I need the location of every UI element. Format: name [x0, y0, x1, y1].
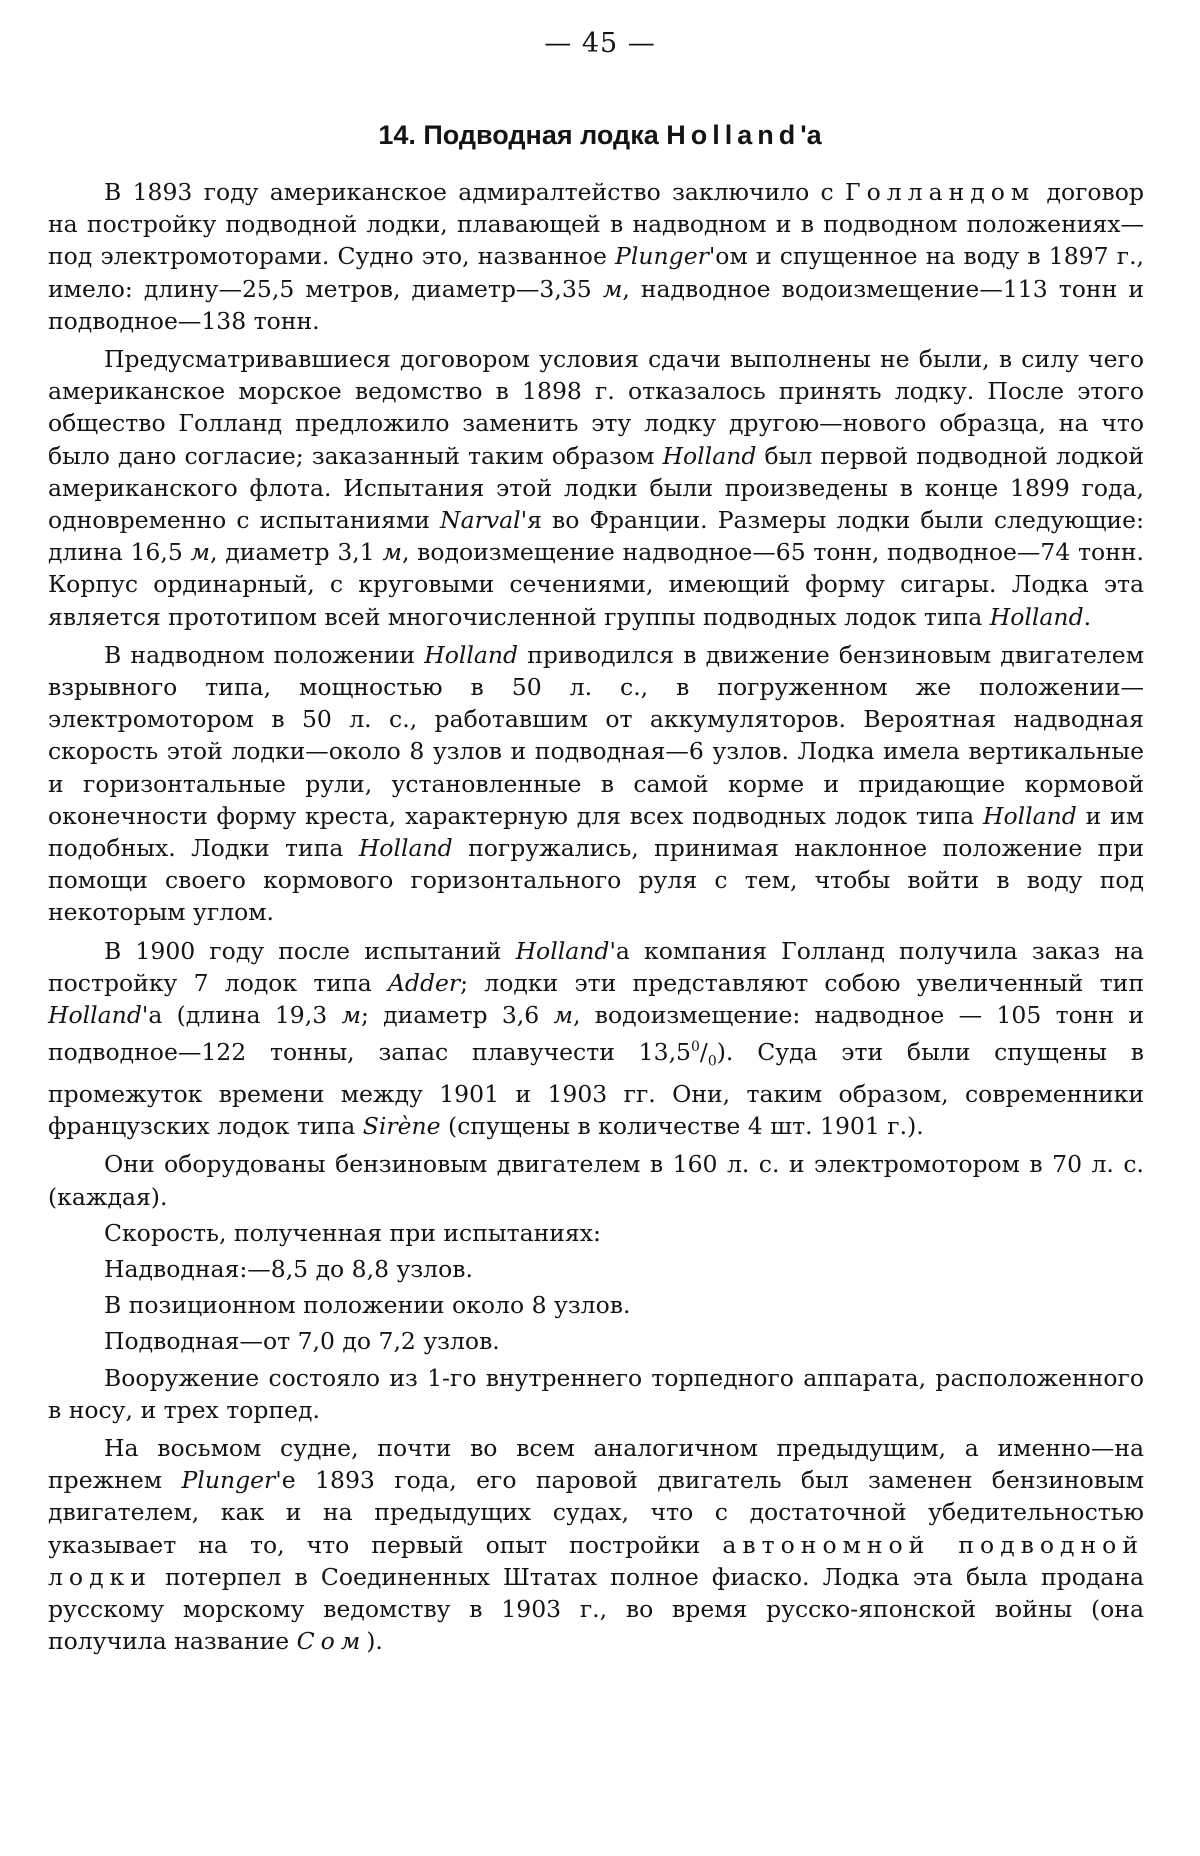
- emphasis-spaced: автономной подводной лодки: [48, 1530, 1144, 1591]
- text-run: .: [1083, 602, 1092, 631]
- paragraph-8: В позиционном положении около 8 узлов.: [104, 1291, 631, 1320]
- page-number: — 45 —: [544, 28, 656, 59]
- heading-prefix: 14. Подводная лодка: [378, 120, 667, 150]
- text-run: потерпел в Соединенных Штатах полное фиаско. Лодка эта была продана русскому морскому ведомству в 1903 г., во время русско-японской войны (она получила название: [48, 1562, 1144, 1656]
- paragraph-4: [48, 935, 1144, 1143]
- section-heading: [0, 120, 1200, 151]
- unit: м: [602, 274, 623, 303]
- paragraph-3: [48, 639, 1144, 929]
- text-run: был первой подводной лодкой американского флота. Испытания этой лодки были произведены в конце 1899 года, одновременно с испытаниями: [48, 441, 1145, 535]
- spaced-name: Голландом: [845, 178, 1036, 206]
- paragraph-2: [48, 343, 1144, 633]
- text-run: приводился в движение бензиновым двигателем взрывного типа, мощностью в 50 л. с., в погруженном же положении—электромотором в 50 л. с., работавшим от аккумуляторов. Вероятная надводная скорость этой лодки—около 8 узлов и подводная—6 узлов. Лодка имела вертикальные и горизонтальные рули, установленные в самой корме и придающие кормовой оконечности форму креста, характерную для всех подводных лодок типа: [48, 640, 1144, 830]
- text-run: 'а компания Голланд получила заказ на постройку 7 лодок типа: [48, 936, 1144, 997]
- percent-sup: 0: [691, 1039, 700, 1056]
- ship-name: Holland: [358, 834, 453, 863]
- ship-name: Сом: [296, 1627, 367, 1656]
- unit: м: [190, 538, 211, 567]
- unit: м: [382, 538, 402, 567]
- paragraph-11: [48, 1432, 1144, 1657]
- paragraph-9: Подводная—от 7,0 до 7,2 узлов.: [104, 1327, 500, 1356]
- ship-name: Holland: [424, 640, 519, 669]
- text-run: ; диаметр 3,6: [360, 1001, 554, 1030]
- text-run: , диаметр 3,1: [210, 538, 383, 567]
- unit: м: [553, 1001, 573, 1030]
- ship-name: Plunger: [615, 242, 709, 271]
- percent-slash: /: [699, 1038, 708, 1067]
- text-run: и им подобных. Лодки типа: [48, 801, 1145, 863]
- paragraph-1: [48, 176, 1144, 337]
- paragraph-7: Надводная:—8,5 до 8,8 узлов.: [104, 1255, 473, 1284]
- text-run: (спущены в количестве 4 шт. 1901 г.).: [440, 1112, 924, 1141]
- paragraph-5: Они оборудованы бензиновым двигателем в 160 л. с. и электромотором в 70 л. с. (каждая).: [48, 1150, 1144, 1211]
- body-text: [48, 176, 1144, 1663]
- paragraph-6: Скорость, полученная при испытаниях:: [104, 1218, 601, 1247]
- heading-name: Holland: [666, 120, 801, 150]
- ship-name: Narval: [440, 506, 521, 535]
- unit: м: [341, 1001, 361, 1030]
- text-run: ).: [366, 1627, 383, 1656]
- text-run: Предусматривавшиеся договором условия сдачи выполнены не были, в силу чего американское морское ведомство в 1898 г. отказалось принять лодку. После этого общество Голланд предложило заменить эту лодку другою—нового образца, на что было дано согласие; заказанный таким образом: [48, 345, 1144, 470]
- text-run: В 1893 году американское адмиралтейство заключило с: [104, 178, 846, 206]
- text-run: 'а (длина 19,3: [141, 1001, 342, 1030]
- ship-name: Holland: [662, 441, 757, 470]
- text-run: погружались, принимая наклонное положение при помощи своего кормового горизонтального руля с тем, чтобы войти в воду под некоторым углом.: [48, 834, 1144, 927]
- text-run: На восьмом судне, почти во всем аналогичном предыдущим, а именно—на прежнем: [48, 1434, 1144, 1495]
- text-run: В 1900 году после испытаний: [104, 936, 516, 965]
- text-run: договор на постройку подводной лодки, плавающей в надводном и в подводном положениях—под электромоторами. Судно это, названное: [48, 178, 1144, 271]
- ship-name: Holland: [515, 936, 610, 965]
- text-run: , водоизмещение: надводное — 105 тонн и подводное—122 тонны, запас плавучести 13,5: [48, 1001, 1145, 1067]
- ship-name: Holland: [48, 1001, 142, 1030]
- ship-name: Holland: [982, 801, 1077, 830]
- text-run: В надводном положении: [104, 640, 425, 669]
- heading-suffix: 'a: [800, 120, 822, 150]
- ship-name: Holland: [989, 602, 1084, 631]
- text-run: ). Суда эти были спущены в промежуток времени между 1901 и 1903 гг. Они, таким образом, современники французских лодок типа: [48, 1038, 1144, 1141]
- ship-name: Adder: [387, 968, 461, 997]
- text-run: 'я во Франции. Размеры лодки были следующие: длина 16,5: [48, 506, 1144, 567]
- ship-name: Plunger: [181, 1466, 276, 1495]
- ship-name: Sirène: [362, 1112, 441, 1141]
- text-run: 'ом и спущенное на воду в 1897 г., имело: длину—25,5 метров, диаметр—3,35: [48, 242, 1145, 303]
- text-run: ; лодки эти представляют собою увеличенный тип: [460, 968, 1144, 997]
- paragraph-10: Вооружение состояло из 1-го внутреннего торпедного аппарата, расположенного в носу, и трех торпед.: [48, 1363, 1144, 1424]
- percent-sub: 0: [707, 1053, 717, 1070]
- text-run: 'е 1893 года, его паровой двигатель был заменен бензиновым двигателем, как и на предыдущих судах, что с достаточной убедительностью указывает на то, что первый опыт постройки: [48, 1466, 1144, 1559]
- text-run: , водоизмещение надводное—65 тонн, подводное—74 тонн. Корпус ординарный, с круговыми сечениями, имеющий форму сигары. Лодка эта является прототипом всей многочисленной группы подводных лодок типа: [48, 538, 1144, 631]
- text-run: , надводное водоизмещение—113 тонн и подводное—138 тонн.: [48, 274, 1144, 335]
